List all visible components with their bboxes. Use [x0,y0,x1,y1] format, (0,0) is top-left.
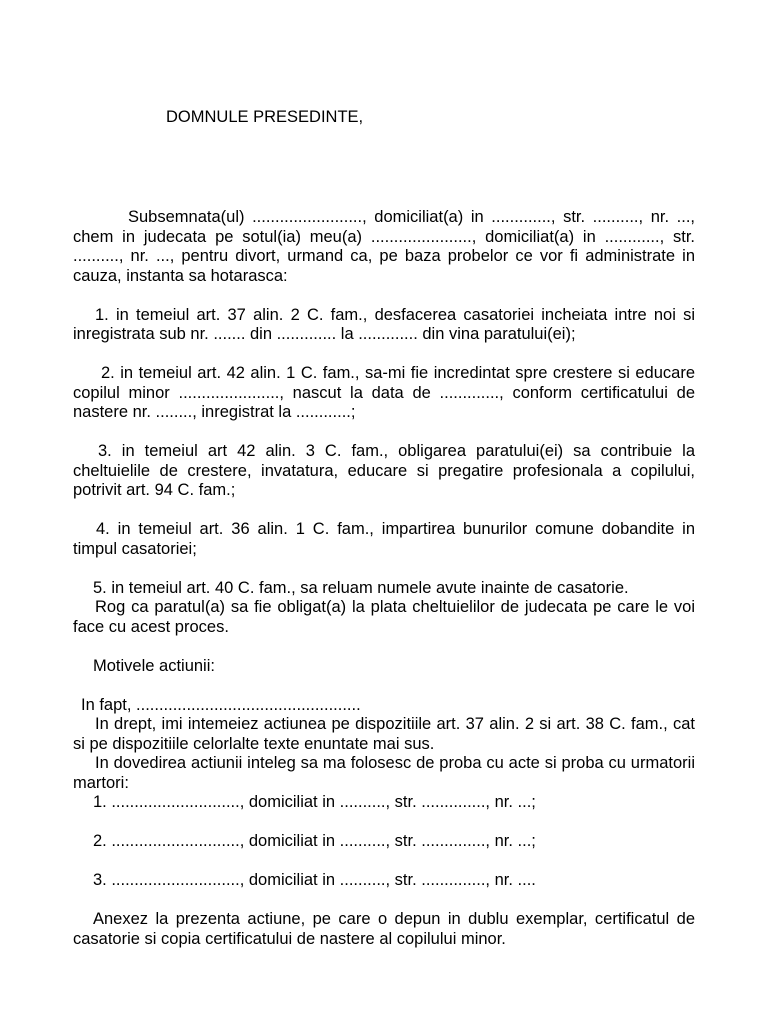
witness-item: 3. ............................, domiciliat in .........., str. .............., nr. .... [93,871,536,889]
request-item: 4. in temeiul art. 36 alin. 1 C. fam., impartirea bunurilor comune dobandite in timpul casatoriei; [73,520,695,558]
document-title: DOMNULE PRESEDINTE, [166,108,364,126]
costs-paragraph: Rog ca paratul(a) sa fie obligat(a) la plata cheltuielilor de judecata pe care le voi face cu acest proces. [73,598,695,636]
in-law-paragraph: In drept, imi intemeiez actiunea pe dispozitiile art. 37 alin. 2 si art. 38 C. fam., cat si pe dispozitiile celorlalte texte enuntate mai sus. [73,715,695,753]
document-body [73,208,695,949]
motives-heading: Motivele actiunii: [93,656,215,675]
annex-paragraph: Anexez la prezenta actiune, pe care o depun in dublu exemplar, certificatul de casatorie si copia certificatului de nastere al copilului minor. [73,910,695,948]
request-item: 5. in temeiul art. 40 C. fam., sa reluam numele avute inainte de casatorie. [93,578,629,597]
request-item: 3. in temeiul art 42 alin. 3 C. fam., obligarea paratului(ei) sa contribuie la cheltuielile de crestere, invatatura, educare si pregatire profesionala a copilului, potrivit art. 94 C. fam.; [73,442,695,499]
request-item: 1. in temeiul art. 37 alin. 2 C. fam., desfacerea casatoriei incheiata intre noi si inregistrata sub nr. ....... din ............. la ............. din vina paratului(ei); [73,305,695,343]
intro-paragraph: Subsemnata(ul) ........................, domiciliat(a) in ............., str. .........., nr. ..., chem in judecata pe sotul(ia) meu(a) ......................, domiciliat(a) in ............, str. .........., nr. ..., pentru divort, urmand ca, pe baza probelor ce vor fi administrate in cauza, instanta sa hotarasca: [73,208,695,285]
witness-item: 2. ............................, domiciliat in .........., str. .............., nr. ...; [93,832,536,850]
witness-item: 1. ............................, domiciliat in .........., str. .............., nr. ...; [93,793,536,811]
request-item: 2. in temeiul art. 42 alin. 1 C. fam., sa-mi fie incredintat spre crestere si educare copilul minor ......................, nascut la data de ............., conform certificatului de nastere nr. ........, inregistrat la ............; [73,364,695,421]
in-fact-paragraph: In fapt, ................................................. [81,695,361,714]
proof-paragraph: In dovedirea actiunii inteleg sa ma folosesc de proba cu acte si proba cu urmatorii martori: [73,754,695,792]
